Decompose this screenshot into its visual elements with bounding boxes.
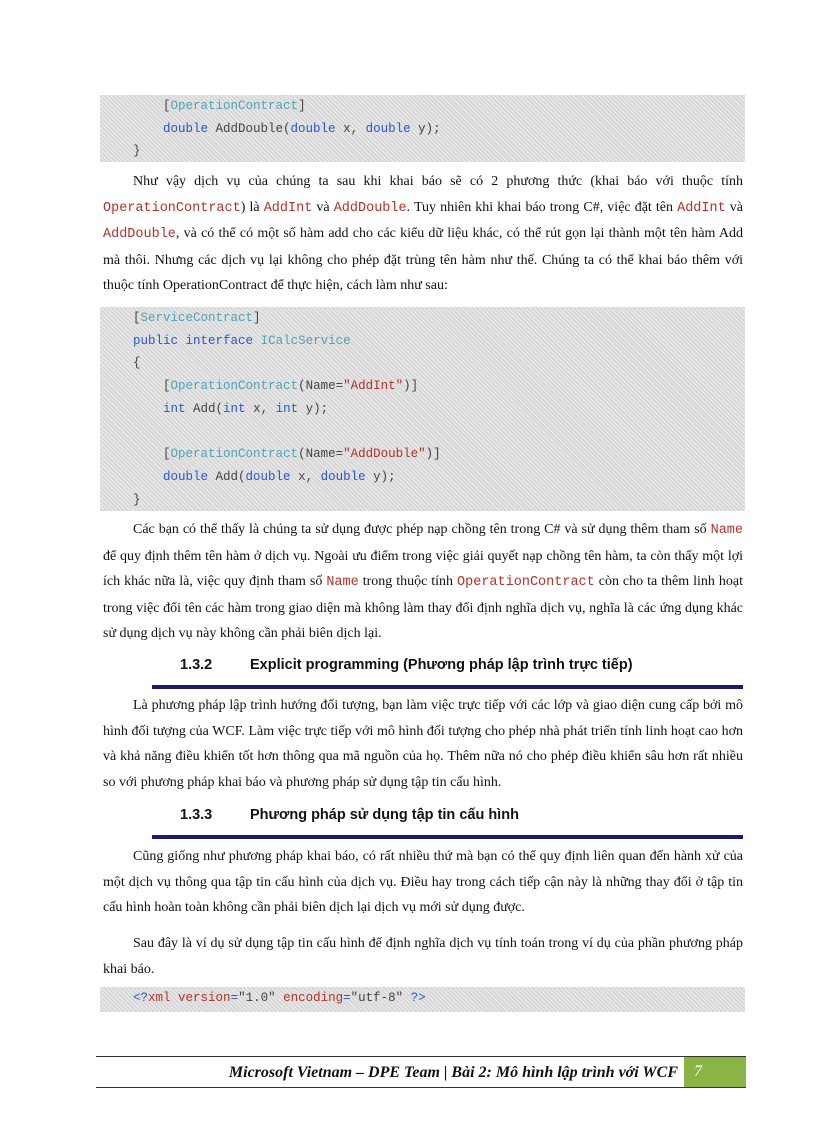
section-title: Phương pháp sử dụng tập tin cấu hình <box>250 807 519 823</box>
section-number: 1.3.3 <box>180 807 213 823</box>
footer-title: Microsoft Vietnam – DPE Team | Bài 2: Mô hình lập trình với WCF <box>228 1064 678 1081</box>
code-token: "utf-8" <box>350 991 404 1005</box>
text-run: và <box>725 199 744 215</box>
code-line <box>133 330 745 353</box>
code-token: ServiceContract <box>140 311 254 325</box>
code-token: = <box>343 991 351 1005</box>
code-token: int <box>163 401 186 416</box>
code-token: AddDouble( <box>208 121 291 136</box>
footer-rule-top <box>96 1056 746 1057</box>
code-token: } <box>133 144 141 159</box>
code-token: public <box>133 333 179 348</box>
code-token: [ <box>163 99 171 113</box>
code-line <box>133 443 745 466</box>
inline-code: AddInt <box>677 200 726 216</box>
code-token: ] <box>298 99 306 113</box>
section-heading-config-file <box>180 807 519 823</box>
code-token: double <box>163 469 209 484</box>
inline-code: AddInt <box>263 200 313 216</box>
code-block-operation-contract <box>100 95 745 162</box>
code-token: (Name= <box>298 379 344 394</box>
text-run: để quy định thêm tên hàm ở dịch vụ. Ngoài ưu điểm trong việc giải quyết nạp chồng tên hàm, ta còn thấy một lợi ích khác nữa là, việc quy định tham số <box>103 548 743 589</box>
code-token <box>178 334 186 348</box>
code-token: version <box>178 991 231 1005</box>
code-line <box>133 987 745 1010</box>
code-token: y); <box>365 469 396 484</box>
section-heading-explicit-programming <box>180 657 633 673</box>
text-run: còn cho ta thêm linh hoạt trong việc đổi tên các hàm trong giao diện mà không làm thay đổi định nghĩa dịch vụ, nghĩa là các ứng dụng khác sử dụng dịch vụ này không cần phải biên dịch lại. <box>103 574 743 641</box>
code-token: ] <box>253 311 261 325</box>
code-token: double <box>365 121 411 136</box>
inline-code: Name <box>710 523 743 538</box>
code-line <box>133 489 745 512</box>
code-token: } <box>133 492 141 507</box>
code-token: encoding <box>283 991 344 1005</box>
code-line <box>133 118 745 141</box>
code-token: ?> <box>410 991 426 1005</box>
code-line <box>133 307 745 330</box>
code-token <box>403 991 411 1005</box>
inline-code: OperationContract <box>457 575 595 590</box>
paragraph-name-parameter <box>103 517 743 647</box>
inline-code: AddDouble <box>103 227 176 242</box>
code-token: double <box>290 121 336 136</box>
code-line <box>133 375 745 398</box>
text-run: trong thuộc tính <box>358 574 458 589</box>
code-token <box>171 991 179 1005</box>
code-token: (Name= <box>298 447 344 462</box>
code-token: x, <box>290 469 321 484</box>
code-line <box>133 420 745 443</box>
text-run: , và có thể có một số hàm add cho các kiểu dữ liệu khác, có thể rút gọn lại thành một tên hàm Add mà thôi. Nhưng các dịch vụ lại không cho phép đặt trùng tên hàm như thế. Chúng ta có thể khai báo thêm với thuộc tính OperationContract để thực hiện, cách làm như sau: <box>103 226 743 293</box>
code-token: "AddDouble" <box>343 447 426 462</box>
text-run: Là phương pháp lập trình hướng đối tượng, bạn làm việc trực tiếp với các lớp và giao diện cung cấp bởi mô hình đối tượng của WCF. Làm việc trực tiếp với mô hình đối tượng cho phép nhà phát triển tính linh hoạt cao hơn và khả năng điều khiển tốt hơn thông qua mã nguồn của họ. Thêm nữa nó cho phép điều khiển sâu hơn rất nhiều so với phương pháp khai báo và phương pháp sử dụng tập tin cấu hình. <box>103 698 743 790</box>
code-line <box>133 466 745 489</box>
text-run: và <box>312 199 334 215</box>
code-line <box>133 95 745 118</box>
page-number: 7 <box>684 1057 746 1087</box>
code-token: OperationContract <box>170 99 299 113</box>
code-line <box>133 140 745 163</box>
code-line <box>133 352 745 375</box>
heading-underline <box>152 835 743 839</box>
section-number: 1.3.2 <box>180 657 213 673</box>
text-run: Các bạn có thể thấy là chúng ta sử dụng được phép nạp chồng tên trong C# và sử dụng thêm tham số <box>133 522 711 537</box>
code-block-service-contract <box>100 307 745 511</box>
text-run: Sau đây là ví dụ sử dụng tập tin cấu hình để định nghĩa dịch vụ tính toán trong ví dụ của phần phương pháp khai báo. <box>103 936 743 977</box>
code-token: Add( <box>208 469 246 484</box>
code-token: { <box>133 356 141 371</box>
code-token: OperationContract <box>170 447 299 462</box>
code-line <box>133 398 745 421</box>
inline-code: OperationContract <box>103 200 241 216</box>
code-token: )] <box>425 447 441 462</box>
paragraph-config-file-intro <box>103 844 743 921</box>
paragraph-config-example-intro <box>103 931 743 982</box>
code-token: Add( <box>185 401 224 416</box>
inline-code: AddDouble <box>333 200 407 216</box>
section-title: Explicit programming (Phương pháp lập trình trực tiếp) <box>250 657 633 673</box>
code-token: "1.0" <box>238 991 276 1005</box>
code-token: double <box>245 469 291 484</box>
code-token: int <box>275 401 299 416</box>
code-token: [ <box>163 447 171 462</box>
code-token: int <box>223 401 246 416</box>
code-token: double <box>320 469 366 484</box>
code-token <box>253 334 261 348</box>
code-token: interface <box>185 333 254 348</box>
paragraph-operation-contract-intro <box>103 169 743 299</box>
code-token: xml <box>148 991 171 1005</box>
code-token: double <box>163 121 209 136</box>
code-token: y); <box>410 121 441 136</box>
heading-underline <box>152 685 743 689</box>
text-run: . Tuy nhiên khi khai báo trong C#, việc đặt tên <box>406 199 678 215</box>
text-run: ) là <box>240 199 264 215</box>
code-token: = <box>230 991 239 1005</box>
code-token: "AddInt" <box>343 379 404 394</box>
code-token: [ <box>163 379 171 394</box>
code-token: [ <box>133 311 141 325</box>
code-block-xml-declaration <box>100 987 745 1012</box>
code-token: ICalcService <box>260 333 351 348</box>
inline-code: Name <box>326 575 359 590</box>
code-token: )] <box>403 379 419 394</box>
footer-rule-bottom <box>96 1087 746 1088</box>
code-token <box>276 991 284 1005</box>
paragraph-explicit-programming <box>103 693 743 795</box>
code-token: <? <box>133 991 149 1005</box>
code-token: OperationContract <box>170 379 299 394</box>
code-token: x, <box>245 401 276 416</box>
code-token: y); <box>298 401 329 416</box>
code-token: x, <box>335 121 366 136</box>
text-run: Như vậy dịch vụ của chúng ta sau khi khai báo sẽ có 2 phương thức (khai báo với thuộc tính <box>133 174 743 189</box>
text-run: Cũng giống như phương pháp khai báo, có rất nhiều thứ mà bạn có thể quy định liên quan đến hành xử của một dịch vụ thông qua tập tin cấu hình của dịch vụ. Điều hay trong cách tiếp cận này là những thay đổi ở tập tin cấu hình hoàn toàn không cần phải biên dịch lại dịch vụ mới sử dụng được. <box>103 849 743 915</box>
